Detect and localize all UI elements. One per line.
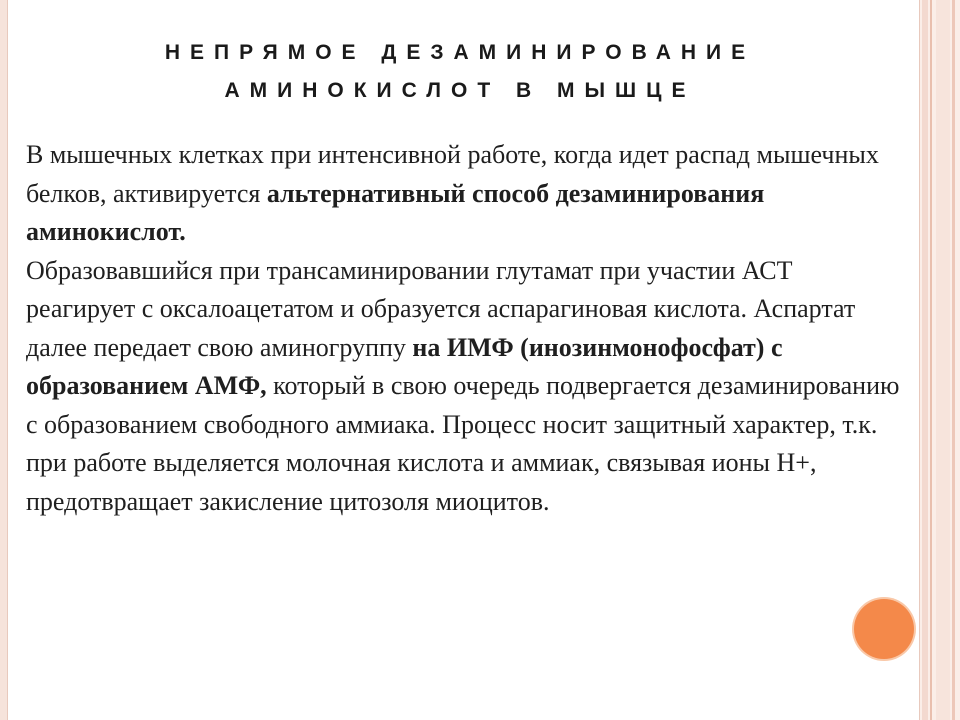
decorative-stripe — [930, 0, 932, 720]
paragraph-2-text-end: который в свою очередь подвергается дезаминированию с образованием свободного аммиака. Процесс носит защитный характер, т.к. при работе выделяется молочная кислота и аммиак, связывая ионы Н+, предотвращает закисление цитозоля миоцитов. — [26, 371, 900, 516]
paragraph-1-text: В мышечных клетках при интенсивной работе, когда идет распад мышечных белков, активируется — [26, 140, 879, 208]
paragraph-2-text-start: Образовавшийся при трансаминировании глутамат при участии АСТ реагирует с оксалоацетатом и образуется аспарагиновая кислота. Аспартат далее передает свою аминогруппу — [26, 255, 856, 362]
decorative-stripe — [922, 0, 928, 720]
orange-circle-decoration — [854, 599, 914, 659]
decorative-stripe — [936, 0, 950, 720]
slide-body — [26, 136, 906, 521]
left-border-band — [0, 0, 7, 720]
paragraph-2-bold: на ИМФ (инозинмонофосфат) с образованием АМФ, — [26, 332, 783, 400]
slide-title — [40, 34, 880, 110]
paragraph-1-bold: альтернативный способ дезаминирования аминокислот. — [26, 178, 765, 246]
decorative-stripe — [952, 0, 955, 720]
slide-title-line-2: АМИНОКИСЛОТ В МЫШЦЕ — [224, 79, 696, 102]
slide-title-line-1: НЕПРЯМОЕ ДЕЗАМИНИРОВАНИЕ — [164, 41, 756, 64]
